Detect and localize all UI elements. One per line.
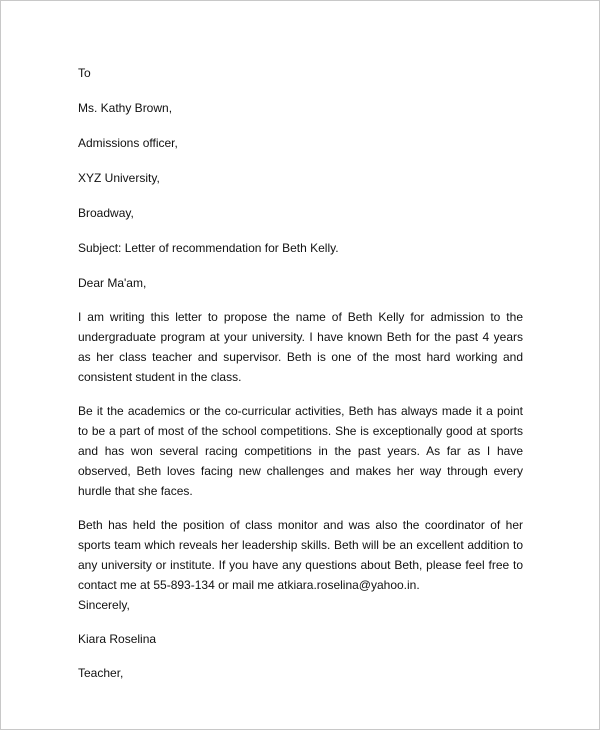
recipient-name: Ms. Kathy Brown, [78, 101, 173, 115]
body-paragraph-3: Beth has held the position of class monitor and was also the coordinator of her sports team which reveals her leadership skills. Beth will be an excellent addition to any university or institute. If you have any questions about Beth, please feel free to contact me at 55-893-134 or mail me atkiara.roselina@yahoo.in. [78, 518, 523, 592]
to-line: To [78, 66, 91, 80]
body-paragraph-1: I am writing this letter to propose the name of Beth Kelly for admission to the undergraduate program at your university. I have known Beth for the past 4 years as her class teacher and supervisor. Beth is one of the most hard working and consistent student in the class. [78, 310, 523, 384]
signature-name: Kiara Roselina [78, 632, 157, 646]
recipient-address: Broadway, [78, 206, 134, 220]
closing: Sincerely, [78, 598, 130, 612]
letter-body [78, 63, 523, 683]
recipient-title: Admissions officer, [78, 136, 178, 150]
signature-title: Teacher, [78, 666, 124, 680]
body-paragraph-2: Be it the academics or the co-curricular activities, Beth has always made it a point to be a part of most of the school competitions. She is exceptionally good at sports and has won several racing competitions in the past years. As far as I have observed, Beth loves facing new challenges and makes her way through every hurdle that she faces. [78, 404, 523, 498]
recipient-organization: XYZ University, [78, 171, 160, 185]
salutation: Dear Ma'am, [78, 276, 147, 290]
subject-line: Subject: Letter of recommendation for Beth Kelly. [78, 241, 339, 255]
